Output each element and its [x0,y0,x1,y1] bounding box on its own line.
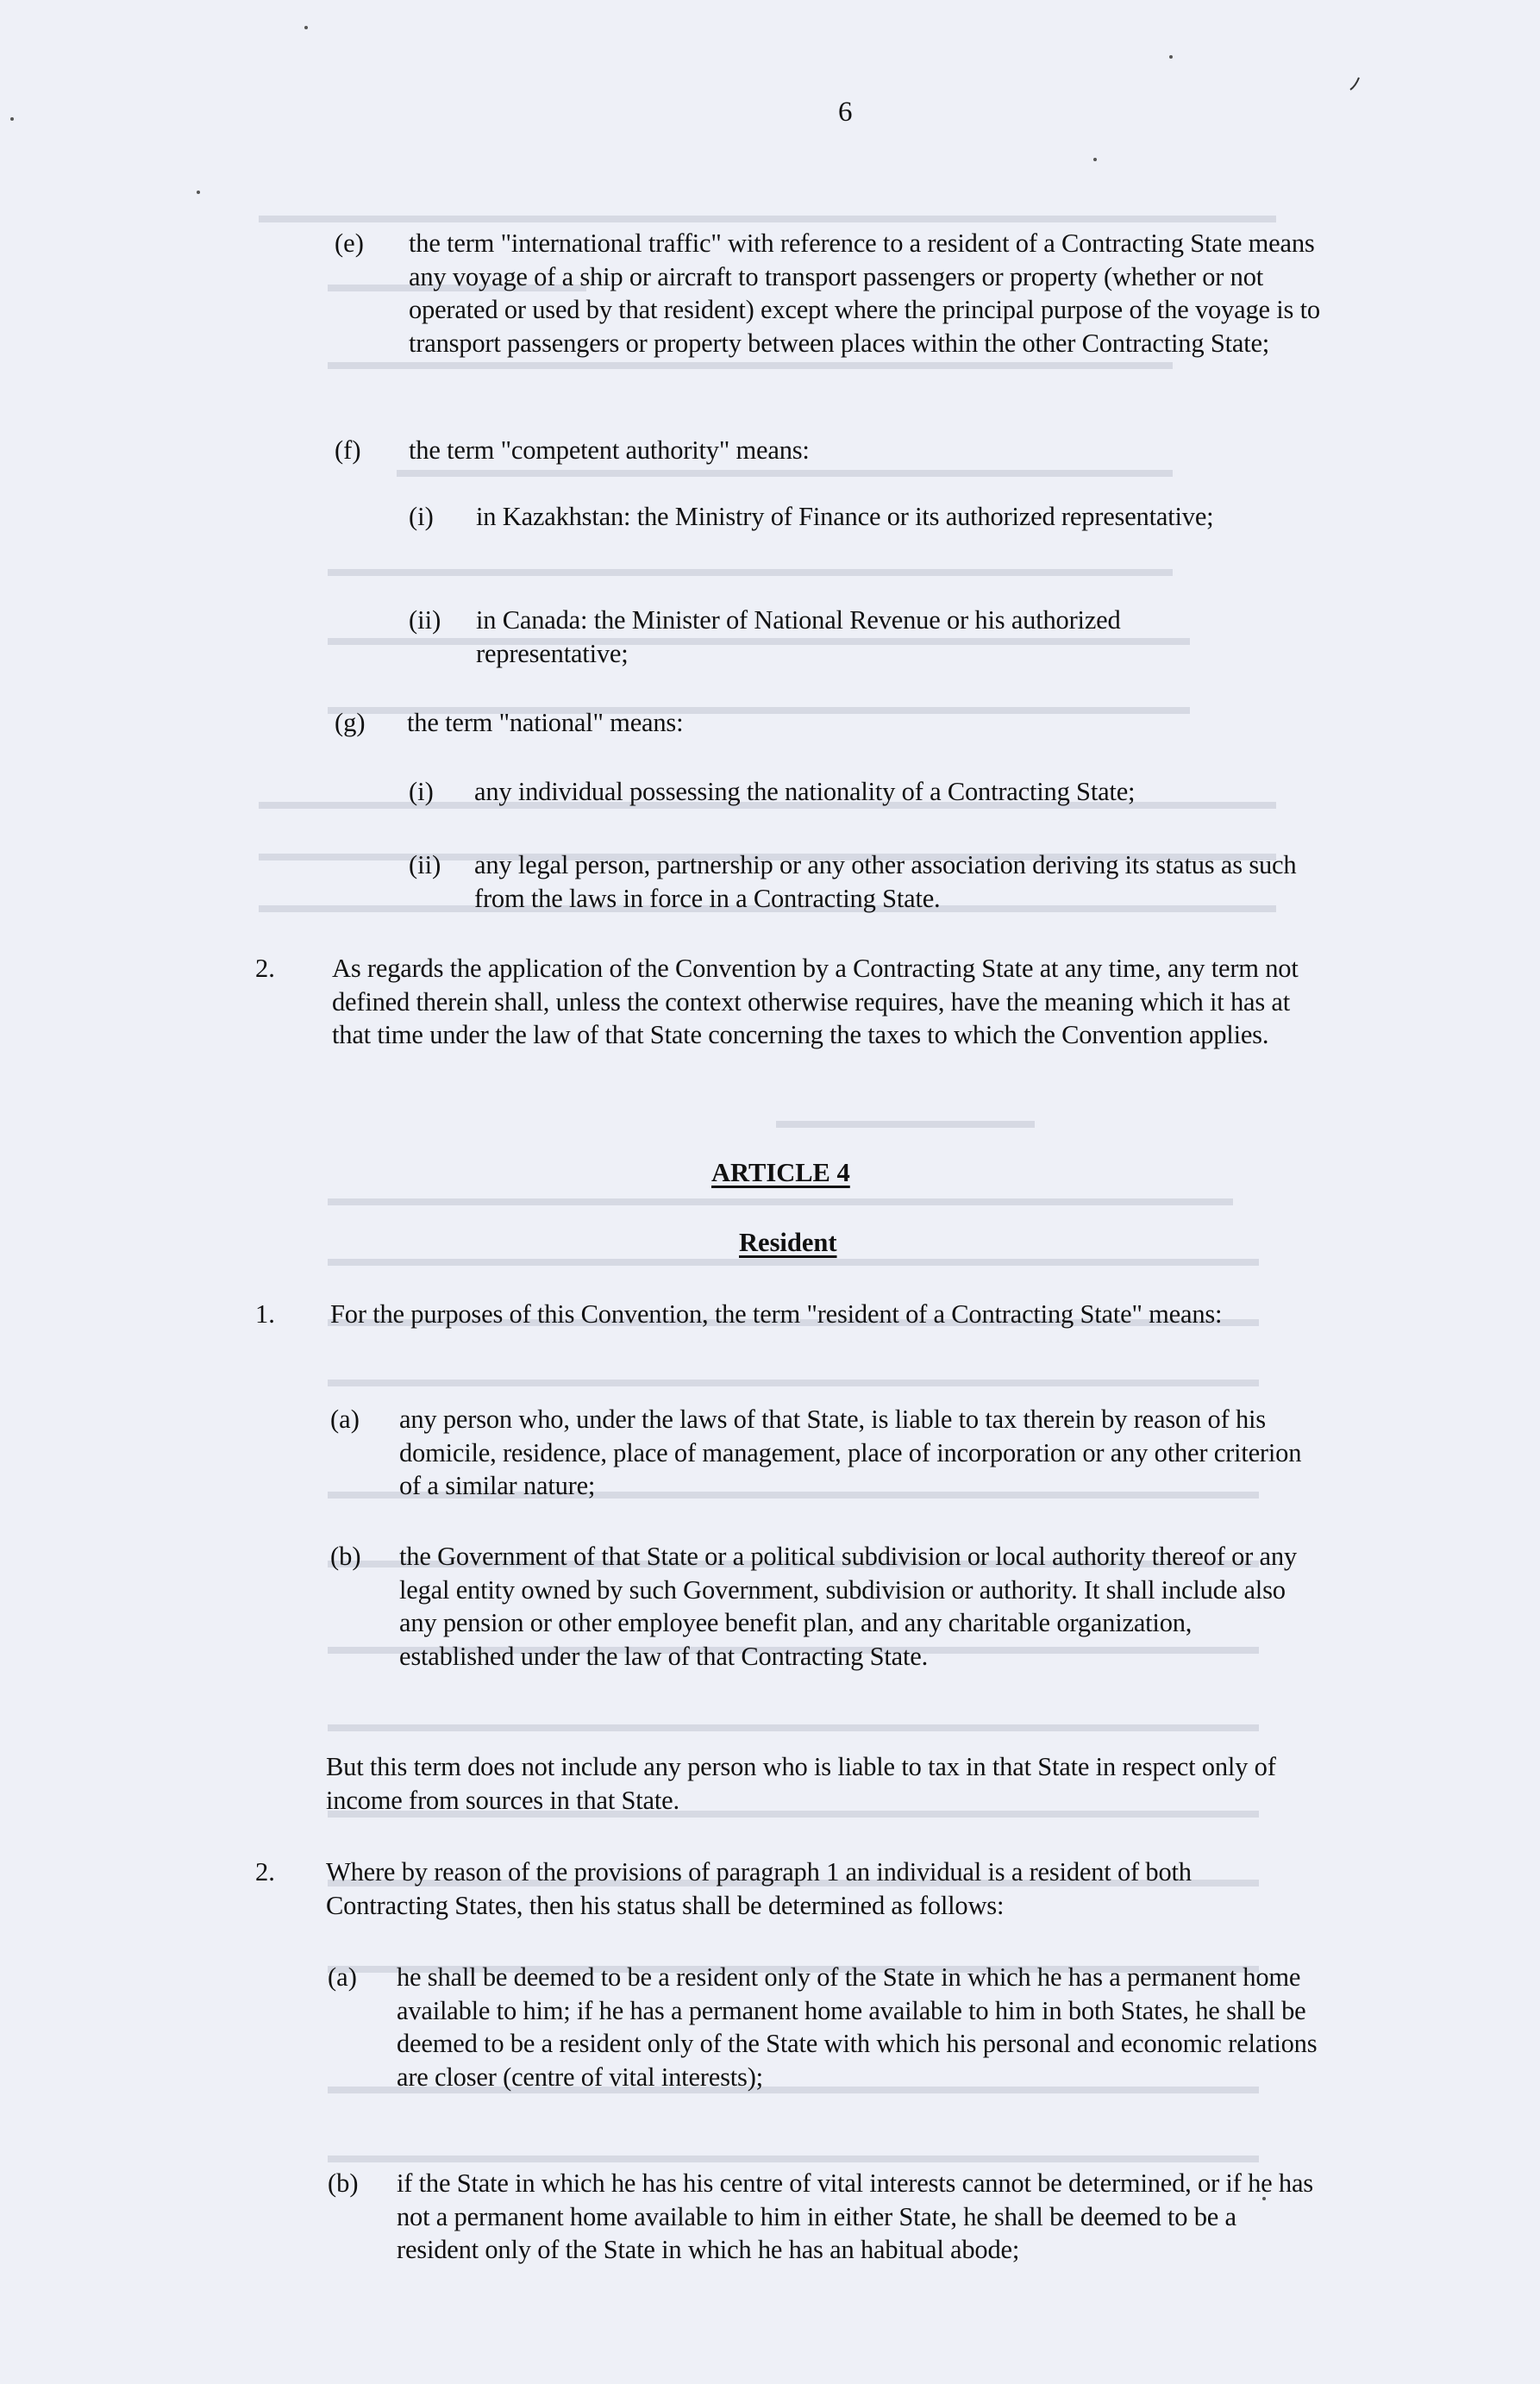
paragraph-number: 1. [255,1299,275,1329]
item-label: (e) [335,228,364,258]
national-individual: any individual possessing the nationality of a Contracting State; [474,777,1136,806]
competent-authority-kazakhstan: in Kazakhstan: the Ministry of Finance or its authorized representative; [476,502,1214,531]
definition-national: the term "national" means: [407,708,684,737]
resident-person: any person who, under the laws of that State, is liable to tax therein by reason of his domicile, residence, place of management, place of incorporation or any other criterion of a similar nature; [399,1405,1302,1501]
article-heading: ARTICLE 4 [711,1158,850,1187]
item-label: (g) [335,708,366,737]
paragraph-number: 2. [255,954,275,983]
resident-exclusion: But this term does not include any person who is liable to tax in that State in respect only of income from sources in that State. [326,1752,1276,1815]
dual-residence: Where by reason of the provisions of paragraph 1 an individual is a resident of both Contracting States, then his status shall be determined as follows: [326,1857,1192,1920]
subitem-label: (ii) [409,850,441,879]
paragraph-interpretation: As regards the application of the Convention by a Contracting State at any time, any term not defined therein shall, unless the context otherwise requires, have the meaning which it has at that time under the law of that State concerning the taxes to which the Convention applies. [332,954,1299,1050]
national-legal-person: any legal person, partnership or any other association deriving its status as such from the laws in force in a Contracting State. [474,850,1297,913]
definition-competent-authority: the term "competent authority" means: [409,435,810,465]
definition-international-traffic: the term "international traffic" with reference to a resident of a Contracting State means any voyage of a ship or aircraft to transport passengers or property (whether or not operated or used by that resident) except where the principal purpose of the voyage is to transport passengers or property between places within the other Contracting State; [409,228,1320,358]
article-title: Resident [739,1228,837,1257]
tie-breaker-habitual-abode: if the State in which he has his centre of vital interests cannot be determined, or if he has not a permanent home available to him in either State, he shall be deemed to be a resident only of the State in which he has an habitual abode; [397,2168,1313,2265]
subitem-label: (i) [409,502,434,531]
item-label: (a) [330,1405,360,1434]
item-label: (f) [335,435,361,465]
subitem-label: (i) [409,777,434,806]
resident-definition: For the purposes of this Convention, the term "resident of a Contracting State" means: [330,1299,1223,1329]
resident-government: the Government of that State or a political subdivision or local authority thereof or any legal entity owned by such Government, subdivision or authority. It shall include also any pension or other employee benefit plan, and any charitable organization, established under the law of that Contracting State. [399,1542,1297,1671]
paragraph-number: 2. [255,1857,275,1887]
item-label: (a) [328,1962,357,1992]
subitem-label: (ii) [409,605,441,635]
tie-breaker-permanent-home: he shall be deemed to be a resident only of the State in which he has a permanent home available to him; if he has a permanent home available to him in both States, he shall be deemed to be a resident only of the State with which his personal and economic relations are closer (centre of vital interests); [397,1962,1318,2092]
competent-authority-canada: in Canada: the Minister of National Revenue or his authorized representative; [476,605,1121,668]
item-label: (b) [328,2168,359,2198]
page-number: 6 [838,97,853,128]
item-label: (b) [330,1542,361,1571]
